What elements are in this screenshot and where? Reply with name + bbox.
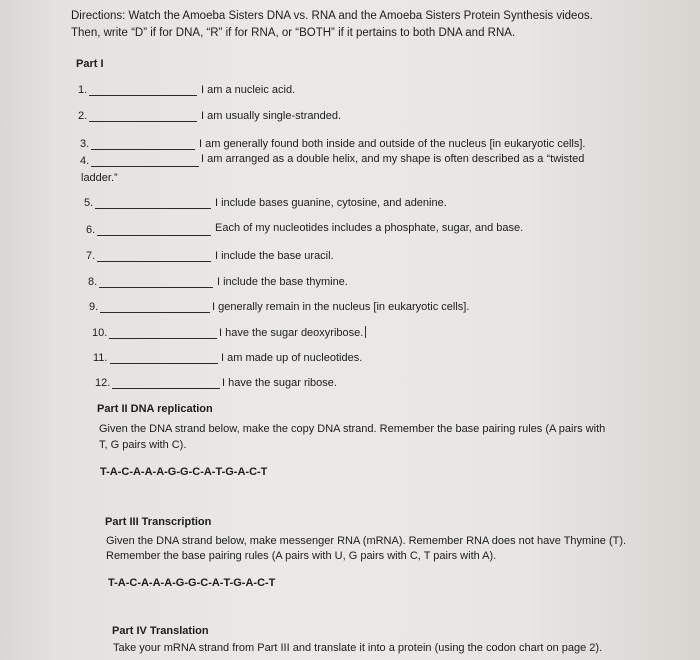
item-number: 10. xyxy=(92,327,108,339)
text-cursor xyxy=(365,326,366,338)
item-text-5: I include bases guanine, cytosine, and adenine. xyxy=(215,197,447,209)
answer-blank-1[interactable] xyxy=(89,95,197,96)
part2-instruction-line-2: T, G pairs with C). xyxy=(99,439,187,451)
item-number: 4. xyxy=(80,155,90,167)
answer-blank-8[interactable] xyxy=(99,287,213,288)
answer-blank-10[interactable] xyxy=(109,338,217,339)
part1-heading: Part I xyxy=(76,58,104,70)
directions-line-1: Directions: Watch the Amoeba Sisters DNA vs. RNA and the Amoeba Sisters Protein Synthesis videos. xyxy=(71,10,593,22)
answer-blank-7[interactable] xyxy=(97,261,211,262)
answer-blank-9[interactable] xyxy=(100,312,210,313)
item-number: 8. xyxy=(88,276,98,288)
answer-blank-2[interactable] xyxy=(89,121,197,122)
item-text-4-continued: ladder.” xyxy=(81,172,118,184)
item-text-10: I have the sugar deoxyribose. xyxy=(219,326,366,340)
item-text-12: I have the sugar ribose. xyxy=(222,377,337,389)
answer-blank-5[interactable] xyxy=(95,208,211,209)
answer-blank-12[interactable] xyxy=(112,388,220,389)
answer-blank-6[interactable] xyxy=(97,235,211,236)
item-number: 12. xyxy=(95,377,111,389)
item-text-2: I am usually single-stranded. xyxy=(201,110,342,122)
part3-heading: Part III Transcription xyxy=(105,516,212,528)
item-number: 11. xyxy=(93,352,108,364)
item-text-4: I am arranged as a double helix, and my shape is often described as a “twisted xyxy=(201,153,585,165)
item-number: 5. xyxy=(84,197,94,209)
item-text-6: Each of my nucleotides includes a phosphate, sugar, and base. xyxy=(215,222,524,234)
item-number: 7. xyxy=(86,250,96,262)
item-text-1: I am a nucleic acid. xyxy=(201,84,296,96)
part4-heading: Part IV Translation xyxy=(112,625,209,637)
answer-blank-4[interactable] xyxy=(91,166,199,167)
answer-blank-3[interactable] xyxy=(91,149,195,150)
part3-dna-strand: T-A-C-A-A-A-G-G-C-A-T-G-A-C-T xyxy=(108,577,276,589)
directions-line-2: Then, write “D” if for DNA, “R” if for RNA, or “BOTH” if it pertains to both DNA and RNA. xyxy=(71,27,516,39)
item-text-8: I include the base thymine. xyxy=(217,276,348,288)
item-number: 6. xyxy=(86,224,96,236)
part3-instruction-line-2: Remember the base pairing rules (A pairs with U, G pairs with C, T pairs with A). xyxy=(106,550,497,562)
part3-instruction-line-1: Given the DNA strand below, make messenger RNA (mRNA). Remember RNA does not have Thymine (T). xyxy=(106,535,627,547)
part2-dna-strand: T-A-C-A-A-A-G-G-C-A-T-G-A-C-T xyxy=(100,466,268,478)
answer-blank-11[interactable] xyxy=(110,363,218,364)
item-number: 9. xyxy=(89,301,99,313)
item-text-11: I am made up of nucleotides. xyxy=(221,352,363,364)
item-number: 2. xyxy=(78,110,88,122)
item-text-7: I include the base uracil. xyxy=(215,250,334,262)
part2-heading: Part II DNA replication xyxy=(97,403,213,415)
item-text-3: I am generally found both inside and outside of the nucleus [in eukaryotic cells]. xyxy=(199,138,586,150)
item-number: 1. xyxy=(78,84,88,96)
item-text-9: I generally remain in the nucleus [in eukaryotic cells]. xyxy=(212,301,470,313)
part2-instruction-line-1: Given the DNA strand below, make the copy DNA strand. Remember the base pairing rules (A pairs with xyxy=(99,423,606,435)
part4-instruction-line-1: Take your mRNA strand from Part III and translate it into a protein (using the codon chart on page 2). xyxy=(113,642,603,654)
item-number: 3. xyxy=(80,138,90,150)
